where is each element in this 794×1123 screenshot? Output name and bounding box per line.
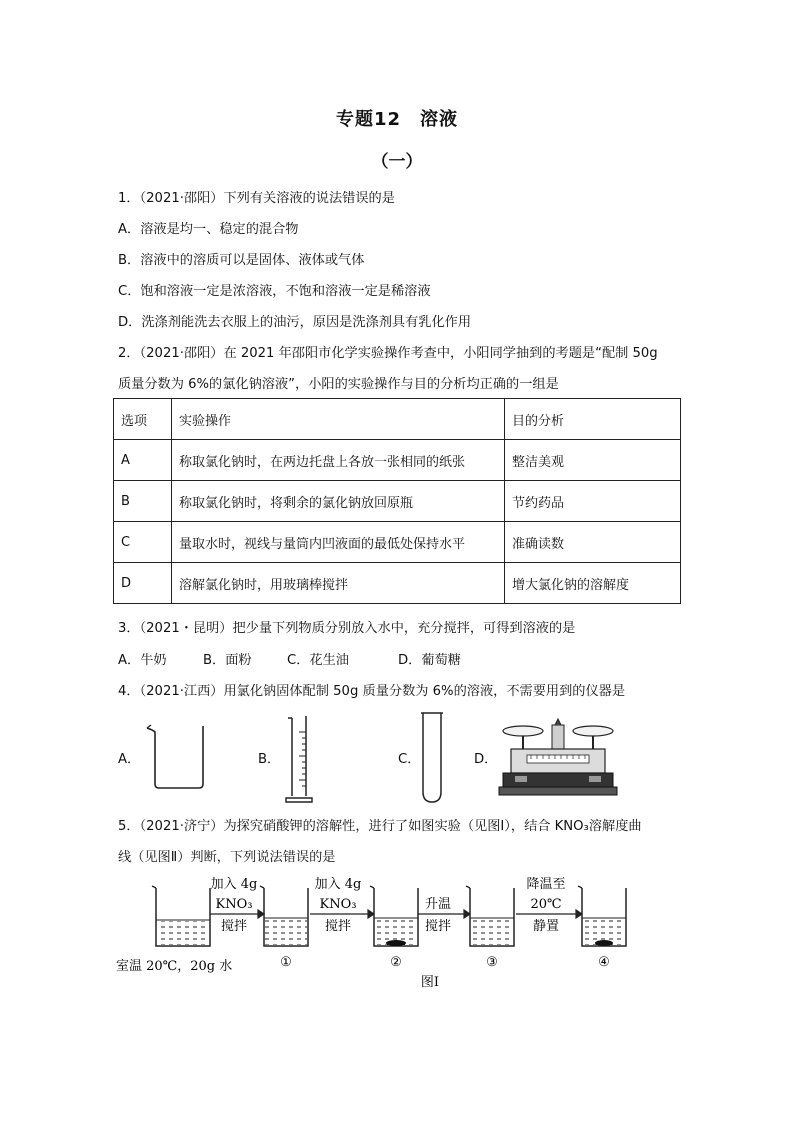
arrow-2-top2: KNO₃ bbox=[319, 897, 357, 912]
arrow-4-bottom: 静置 bbox=[532, 919, 560, 934]
beaker-icon bbox=[145, 722, 211, 794]
table-row bbox=[114, 440, 681, 481]
beaker-4 bbox=[578, 886, 626, 946]
arrow-3-bottom: 搅拌 bbox=[424, 919, 452, 934]
arrow-2-top1: 加入 4g bbox=[314, 877, 362, 892]
beaker-1 bbox=[260, 886, 308, 946]
table-row bbox=[114, 481, 681, 522]
q1-stem: 1．（2021·邵阳）下列有关溶液的说法错误的是 bbox=[118, 191, 395, 206]
table-cell: 溶解氯化钠时，用玻璃棒搅拌 bbox=[172, 563, 505, 604]
table-row bbox=[114, 563, 681, 604]
arrows bbox=[210, 910, 582, 918]
table-header-cell: 实验操作 bbox=[172, 399, 505, 440]
q1-option-a: A．溶液是均一、稳定的混合物 bbox=[118, 222, 299, 237]
q4-option-c: C． bbox=[398, 752, 421, 767]
q1-option-b: B．溶液中的溶质可以是固体、液体或气体 bbox=[118, 253, 365, 268]
q3-option-d: D．葡萄糖 bbox=[398, 653, 461, 668]
q3-option-a: A．牛奶 bbox=[118, 653, 167, 668]
q3-stem: 3．（2021・昆明）把少量下列物质分别放入水中，充分搅拌，可得到溶液的是 bbox=[118, 621, 576, 636]
beaker-2 bbox=[370, 886, 418, 946]
table-header-cell: 选项 bbox=[114, 399, 172, 440]
table-cell: 节约药品 bbox=[505, 481, 681, 522]
q5-stem-line2: 线（见图Ⅱ）判断，下列说法错误的是 bbox=[118, 850, 336, 865]
arrow-2-bottom: 搅拌 bbox=[324, 919, 352, 934]
arrow-1-bottom: 搅拌 bbox=[220, 919, 248, 934]
beaker-3 bbox=[466, 886, 514, 946]
beaker-label-2: ② bbox=[390, 955, 402, 970]
q1-option-d: D．洗涤剂能洗去衣服上的油污，原因是洗涤剂具有乳化作用 bbox=[118, 315, 472, 330]
beaker-label-3: ③ bbox=[486, 955, 498, 970]
q4-option-d: D． bbox=[474, 752, 498, 767]
arrow-4-top1: 降温至 bbox=[526, 877, 566, 892]
q3-option-c: C．花生油 bbox=[287, 653, 349, 668]
test-tube-icon bbox=[417, 710, 447, 806]
balance-icon bbox=[497, 717, 619, 801]
start-label: 室温 20℃，20g 水 bbox=[116, 959, 233, 974]
q5-stem-line1: 5．（2021·济宁）为探究硝酸钾的溶解性，进行了如图实验（见图Ⅰ），结合 KNO₃溶解度曲 bbox=[118, 819, 642, 834]
table-cell: D bbox=[114, 563, 172, 604]
table-cell: 称取氯化钠时，在两边托盘上各放一张相同的纸张 bbox=[172, 440, 505, 481]
table-cell: 量取水时，视线与量筒内凹液面的最低处保持水平 bbox=[172, 522, 505, 563]
q4-option-a: A． bbox=[118, 752, 141, 767]
beaker-start bbox=[152, 886, 210, 946]
graduated-cylinder-icon bbox=[280, 714, 324, 806]
page-subtitle: （一） bbox=[371, 152, 423, 172]
beaker-label-4: ④ bbox=[598, 955, 610, 970]
arrow-1-top2: KNO₃ bbox=[215, 897, 253, 912]
q4-option-b: B． bbox=[258, 752, 281, 767]
q2-options-table bbox=[113, 398, 681, 604]
table-cell: B bbox=[114, 481, 172, 522]
table-cell: C bbox=[114, 522, 172, 563]
page-title: 专题12 溶液 bbox=[335, 109, 459, 130]
table-cell: A bbox=[114, 440, 172, 481]
arrow-4-top2: 20℃ bbox=[530, 897, 562, 912]
table-cell: 增大氯化钠的溶解度 bbox=[505, 563, 681, 604]
arrow-1-top1: 加入 4g bbox=[210, 877, 258, 892]
table-header-row bbox=[114, 399, 681, 440]
table-cell: 整洁美观 bbox=[505, 440, 681, 481]
table-cell: 准确读数 bbox=[505, 522, 681, 563]
q2-stem-line2: 质量分数为 6%的氯化钠溶液”，小阳的实验操作与目的分析均正确的一组是 bbox=[118, 377, 559, 392]
figure-caption: 图Ⅰ bbox=[420, 975, 440, 990]
table-header-cell: 目的分析 bbox=[505, 399, 681, 440]
q4-stem: 4．（2021·江西）用氯化钠固体配制 50g 质量分数为 6%的溶液，不需要用到的仪器是 bbox=[118, 684, 626, 699]
experiment-figure bbox=[112, 870, 642, 995]
beaker-label-1: ① bbox=[280, 955, 292, 970]
arrow-3-top1: 升温 bbox=[424, 897, 452, 912]
table-cell: 称取氯化钠时，将剩余的氯化钠放回原瓶 bbox=[172, 481, 505, 522]
q1-option-c: C．饱和溶液一定是浓溶液，不饱和溶液一定是稀溶液 bbox=[118, 284, 431, 299]
table-row bbox=[114, 522, 681, 563]
q3-option-b: B．面粉 bbox=[203, 653, 252, 668]
q2-stem-line1: 2．（2021·邵阳）在 2021 年邵阳市化学实验操作考查中，小阳同学抽到的考题是“配制 50g bbox=[118, 346, 658, 361]
